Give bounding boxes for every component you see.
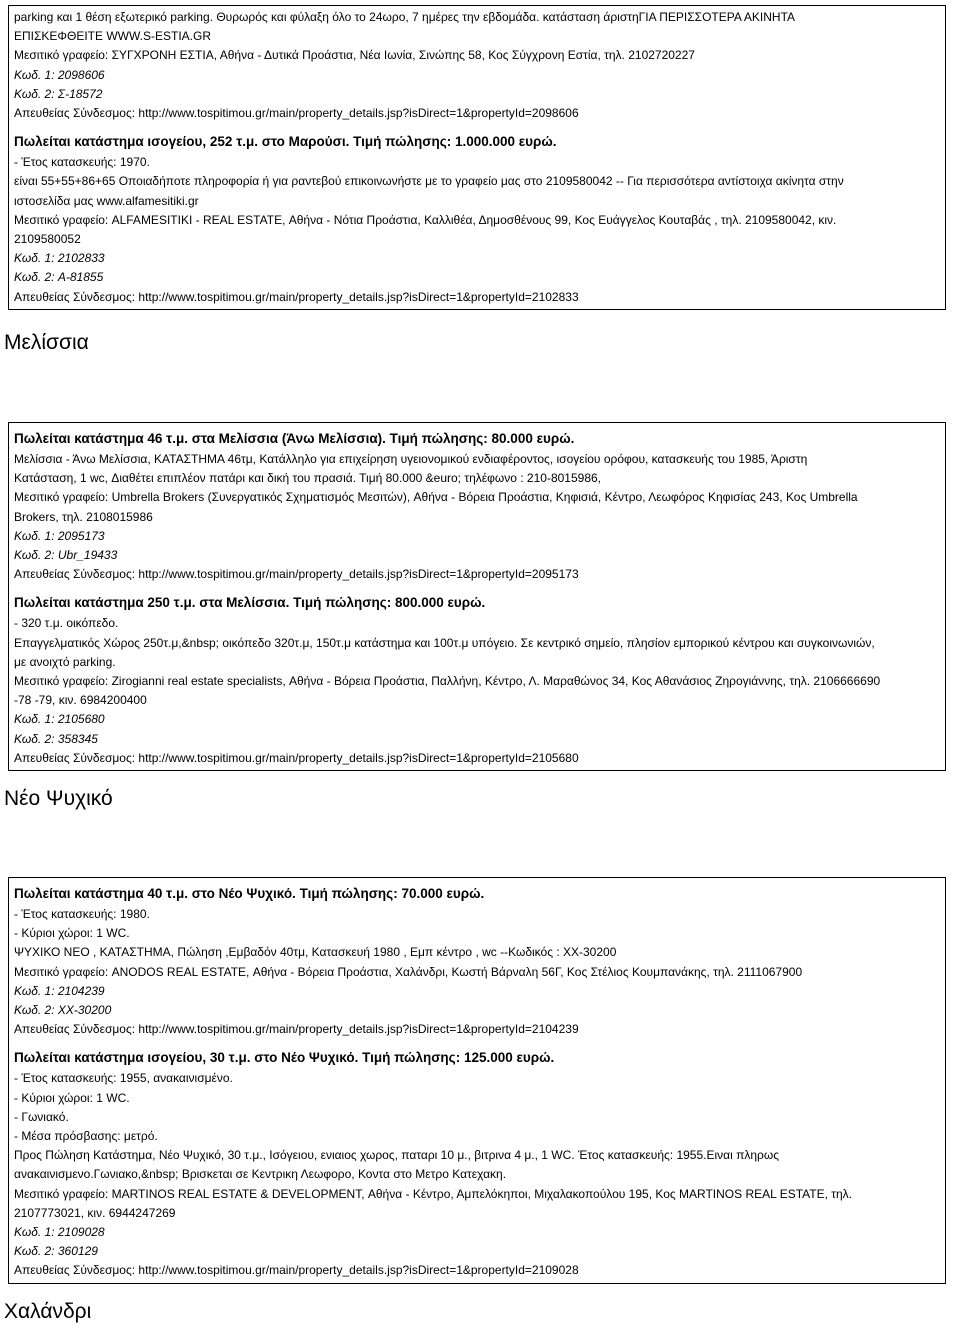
code-1: Κωδ. 1: 2104239 [14,983,105,998]
description-line: - 320 τ.μ. οικόπεδο. [14,616,119,631]
code-2: Κωδ. 2: 358345 [14,731,98,746]
code-1: Κωδ. 1: 2109028 [14,1225,105,1240]
direct-link[interactable]: Απευθείας Σύνδεσμος: http://www.tospitimou.gr/main/property_details.jsp?isDirect=1&propertyId=2098606 [14,106,579,121]
direct-link[interactable]: Απευθείας Σύνδεσμος: http://www.tospitimou.gr/main/property_details.jsp?isDirect=1&propertyId=2095173 [14,567,579,582]
description-line: - Κύριοι χώροι: 1 WC. [14,1090,130,1105]
listing-title: Πωλείται κατάστημα 40 τ.μ. στο Νέο Ψυχικό. Τιμή πώλησης: 70.000 ευρώ. [14,886,485,901]
description-line: - Μέσα πρόσβασης: μετρό. [14,1129,158,1144]
listing-title: Πωλείται κατάστημα 46 τ.μ. στα Μελίσσια (Άνω Μελίσσια). Τιμή πώλησης: 80.000 ευρώ. [14,431,575,446]
direct-link[interactable]: Απευθείας Σύνδεσμος: http://www.tospitimou.gr/main/property_details.jsp?isDirect=1&propertyId=2104239 [14,1022,579,1037]
description-line: Κατάσταση, 1 wc, Διαθέτει επιπλέον πατάρι και δική του πρασιά. Τιμή 80.000 &euro; τηλέφωνο : 210-8015986, [14,471,601,486]
direct-link[interactable]: Απευθείας Σύνδεσμος: http://www.tospitimou.gr/main/property_details.jsp?isDirect=1&propertyId=2102833 [14,289,579,304]
description-line: ΕΠΙΣΚΕΦΘΕΙΤΕ WWW.S-ESTIA.GR [14,29,212,44]
code-1: Κωδ. 1: 2102833 [14,251,105,266]
code-1: Κωδ. 1: 2098606 [14,67,105,82]
listing-title: Πωλείται κατάστημα ισογείου, 252 τ.μ. στο Μαρούσι. Τιμή πώλησης: 1.000.000 ευρώ. [14,134,557,150]
description-line: Μελίσσια - Άνω Μελίσσια, ΚΑΤΑΣΤΗΜΑ 46τμ, Κατάλληλο για επιχείρηση υγειονομικού ενδιαφέροντος, ισογείου ορόφου, κατασκευής του 1985, Άριστη [14,452,808,466]
description-line: - Έτος κατασκευής: 1955, ανακαινισμένο. [14,1071,233,1086]
description-line: - Έτος κατασκευής: 1970. [14,155,150,170]
code-2: Κωδ. 2: 360129 [14,1244,98,1259]
agency-info: Μεσιτικό γραφείο: MARTINOS REAL ESTATE & DEVELOPMENT, Αθήνα - Κέντρο, Αμπελόκηποι, Μιχαλακοπούλου 195, Κος MARTINOS REAL ESTATE, τηλ. [14,1186,853,1201]
code-2: Κωδ. 2: XX-30200 [14,1003,112,1018]
agency-info: Μεσιτικό γραφείο: ΣΥΓΧΡΟΝΗ ΕΣΤΙΑ, Αθήνα - Δυτικά Προάστια, Νέα Ιωνία, Σινώπης 58, Κος Σύγχρονη Εστία, τηλ. 2102720227 [14,48,695,63]
agency-info: 2107773021, κιν. 6944247269 [14,1205,176,1220]
listing-box [8,877,946,1284]
listing-title: Πωλείται κατάστημα 250 τ.μ. στα Μελίσσια. Τιμή πώλησης: 800.000 ευρώ. [14,595,486,611]
description-line: - Έτος κατασκευής: 1980. [14,907,150,921]
agency-info: 2109580052 [14,232,81,247]
code-1: Κωδ. 1: 2095173 [14,528,105,543]
listing-title: Πωλείται κατάστημα ισογείου, 30 τ.μ. στο Νέο Ψυχικό. Τιμή πώλησης: 125.000 ευρώ. [14,1050,555,1066]
agency-info: Μεσιτικό γραφείο: ALFAMESITIKI - REAL ESTATE, Αθήνα - Νότια Προάστια, Καλλιθέα, Δημοσθένους 99, Κος Ευάγγελος Κουταβάς , τηλ. 2109580042, κιν. [14,212,837,227]
description-line: ιστοσελίδα μας www.alfamesitiki.gr [14,193,199,208]
section-heading-chalandri: Χαλάνδρι [4,1300,92,1323]
listing-box [8,422,946,771]
agency-info: Μεσιτικό γραφείο: ANODOS REAL ESTATE, Αθήνα - Βόρεια Προάστια, Χαλάνδρι, Κωστή Βάρναλη 56Γ, Κος Στέλιος Κουμπανάκης, τηλ. 2111067900 [14,964,803,979]
agency-info: Brokers, τηλ. 2108015986 [14,509,153,524]
code-2: Κωδ. 2: A-81855 [14,270,104,285]
direct-link[interactable]: Απευθείας Σύνδεσμος: http://www.tospitimou.gr/main/property_details.jsp?isDirect=1&propertyId=2109028 [14,1263,579,1278]
description-line: - Γωνιακό. [14,1109,69,1124]
listing-box [8,5,946,310]
description-line: ανακαινισμενο.Γωνιακο,&nbsp; Βρισκεται σε Κεντρικη Λεωφορο, Κοντα στο Μετρο Κατεχακη. [14,1167,507,1182]
description-line: Επαγγελματικός Χώρος 250τ.μ,&nbsp; οικόπεδο 320τ.μ, 150τ.μ κατάστημα και 100τ.μ υπόγειο. Σε κεντρικό σημείο, πλησίον εμπορικού κέντρου και συγκοινωνιών, [14,635,875,650]
description-line: parking και 1 θέση εξωτερικό parking. Θυρωρός και φύλαξη όλο το 24ωρο, 7 ημέρες την εβδομάδα. κατάσταση άριστηΓΙΑ ΠΕΡΙΣΣΟΤΕΡΑ ΑΚΙΝΗΤΑ [14,10,796,24]
direct-link[interactable]: Απευθείας Σύνδεσμος: http://www.tospitimou.gr/main/property_details.jsp?isDirect=1&propertyId=2105680 [14,750,579,765]
section-heading-neo-psychiko: Νέο Ψυχικό [4,787,113,810]
description-line: είναι 55+55+86+65 Οποιαδήποτε πληροφορία ή για ραντεβού επικοινωνήστε με το γραφείο μας στο 2109580042 -- Για περισσότερα αντίστοιχα ακίνητα στην [14,174,844,189]
agency-info: Μεσιτικό γραφείο: Zirogianni real estate specialists, Αθήνα - Βόρεια Προάστια, Παλλήνη, Κέντρο, Λ. Μαραθώνος 34, Κος Αθανάσιος Ζηρογιάννης, τηλ. 2106666690 [14,674,881,689]
description-line: ΨΥΧΙΚΟ ΝΕΟ , ΚΑΤΑΣΤΗΜΑ, Πώληση ,Εμβαδόν 40τμ, Κατασκευή 1980 , Εμπ κέντρο , wc --Κωδικός : XX-30200 [14,945,617,960]
code-2: Κωδ. 2: Ubr_19433 [14,548,118,563]
section-heading-melissia: Μελίσσια [4,331,89,354]
agency-info: Μεσιτικό γραφείο: Umbrella Brokers (Συνεργατικός Σχηματισμός Μεσιτών), Αθήνα - Βόρεια Προάστια, Κηφισιά, Κέντρο, Λεωφόρος Κηφισίας 243, Κος Umbrella [14,490,858,505]
description-line: Προς Πώληση Κατάστημα, Νέο Ψυχικό, 30 τ.μ., Ισόγειου, ενιαιος χωρος, παταρι 10 μ., βιτρινα 4 μ., 1 WC. Έτος κατασκευής: 1955.Ειναι πληρως [14,1148,780,1163]
code-1: Κωδ. 1: 2105680 [14,712,105,727]
code-2: Κωδ. 2: Σ-18572 [14,86,103,101]
agency-info: -78 -79, κιν. 6984200400 [14,693,147,708]
description-line: - Κύριοι χώροι: 1 WC. [14,926,130,941]
description-line: με ανοιχτό parking. [14,654,116,669]
